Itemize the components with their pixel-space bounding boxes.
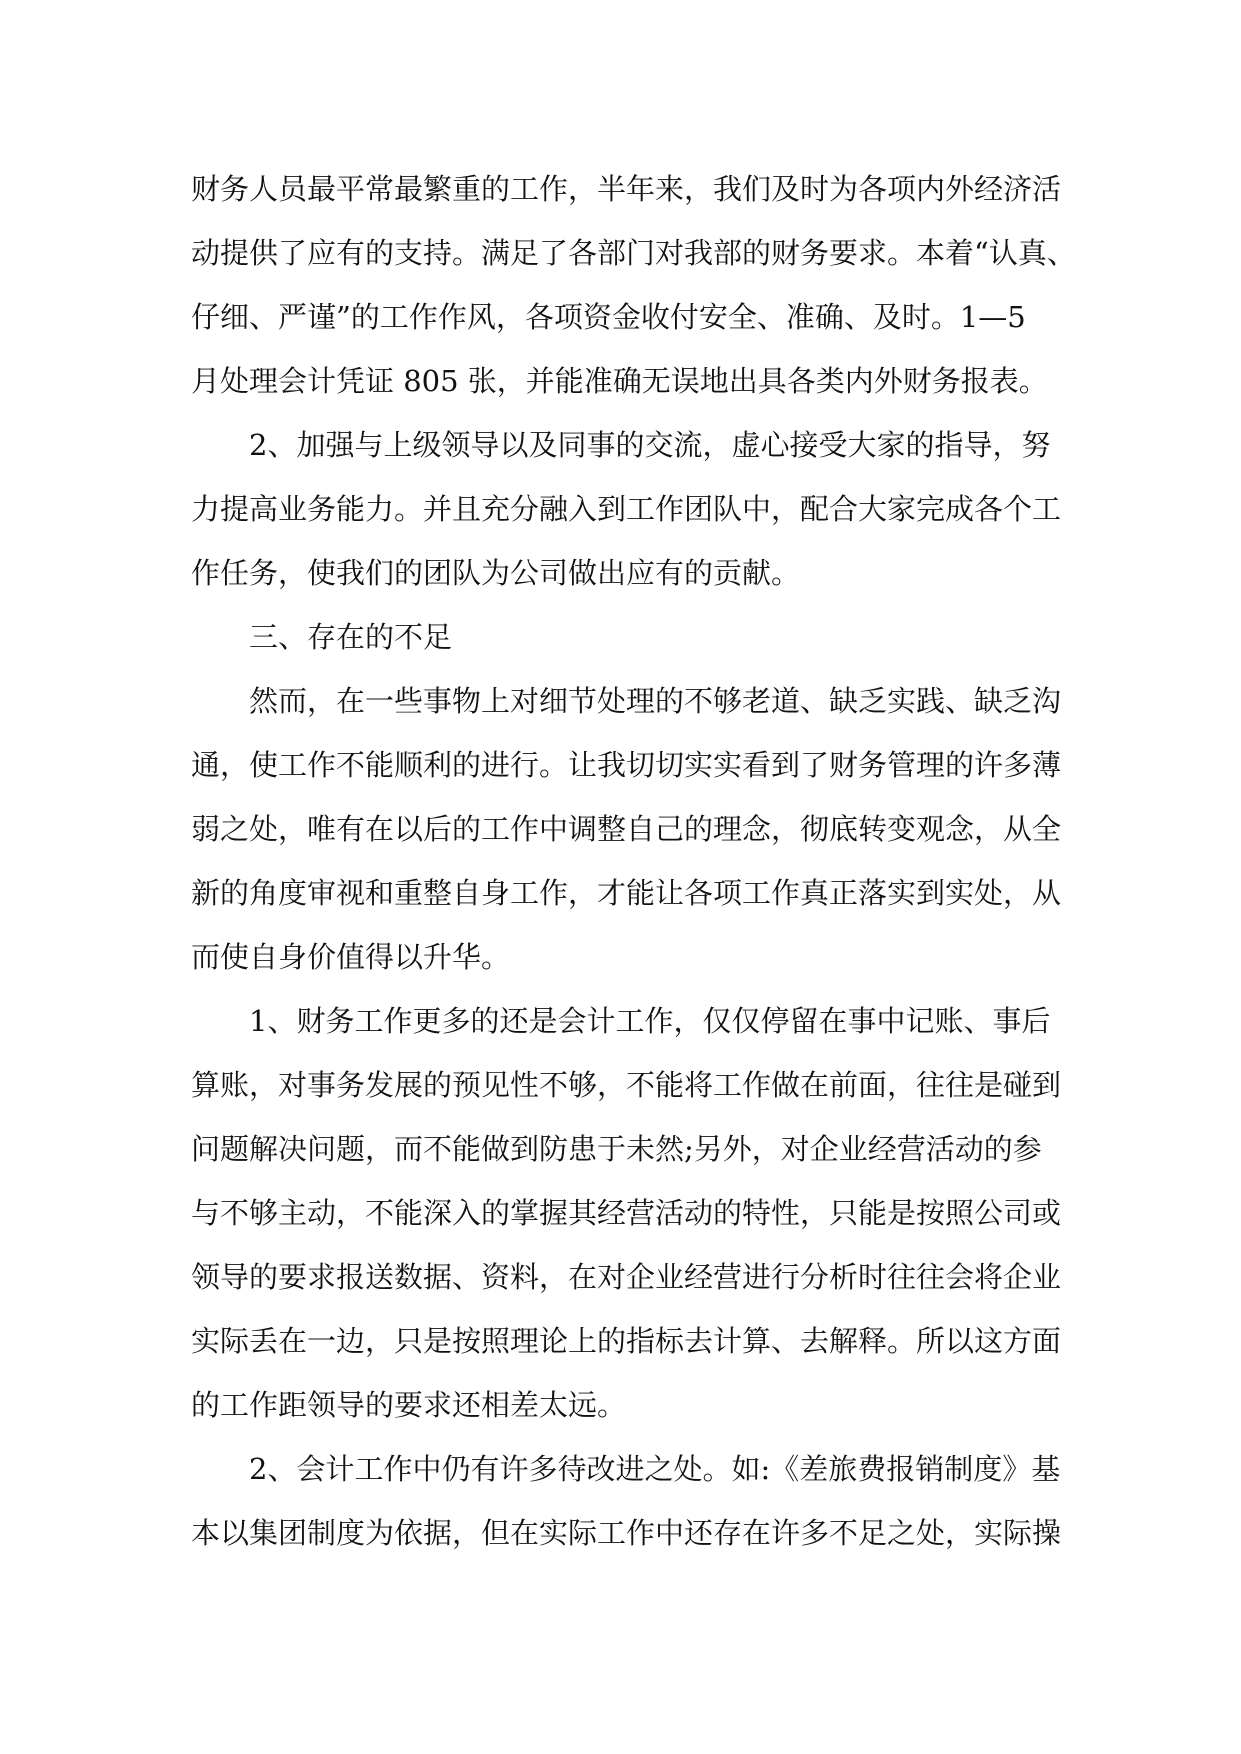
paragraph-shortcomings-intro	[191, 669, 1071, 989]
text-line: 作任务，使我们的团队为公司做出应有的贡献。	[191, 556, 801, 590]
text-line: 动提供了应有的支持。满足了各部门对我部的财务要求。本着“认真、	[191, 236, 1076, 270]
text-line: 与不够主动，不能深入的掌握其经营活动的特性，只能是按照公司或	[191, 1196, 1062, 1230]
text-line: 月处理会计凭证 805 张，并能准确无误地出具各类内外财务报表。	[191, 364, 1048, 398]
text-line: 领导的要求报送数据、资料，在对企业经营进行分析时往往会将企业	[191, 1260, 1062, 1294]
text-line: 算账，对事务发展的预见性不够，不能将工作做在前面，往往是碰到	[191, 1068, 1062, 1102]
paragraph-communication	[191, 413, 1071, 605]
text-line: 弱之处，唯有在以后的工作中调整自己的理念，彻底转变观念，从全	[191, 812, 1062, 846]
text-line: 2、会计工作中仍有许多待改进之处。如:《差旅费报销制度》基	[249, 1452, 1061, 1486]
paragraph-financial-work	[191, 157, 1076, 413]
text-line: 问题解决问题，而不能做到防患于未然;另外，对企业经营活动的参	[191, 1132, 1042, 1166]
text-line: 2、加强与上级领导以及同事的交流，虚心接受大家的指导，努	[249, 428, 1051, 462]
text-line: 而使自身价值得以升华。	[191, 940, 511, 974]
text-line: 新的角度审视和重整自身工作，才能让各项工作真正落实到实处，从	[191, 876, 1062, 910]
text-line: 实际丢在一边，只是按照理论上的指标去计算、去解释。所以这方面	[191, 1324, 1062, 1358]
paragraph-accounting-work	[191, 989, 1071, 1437]
paragraph-improvements	[191, 1437, 1071, 1565]
text-line: 财务人员最平常最繁重的工作，半年来，我们及时为各项内外经济活	[191, 172, 1062, 206]
text-line: 然而，在一些事物上对细节处理的不够老道、缺乏实践、缺乏沟	[249, 684, 1062, 718]
text-line: 本以集团制度为依据，但在实际工作中还存在许多不足之处，实际操	[191, 1516, 1062, 1550]
section-heading: 三、存在的不足	[249, 620, 453, 654]
document-body	[191, 157, 1076, 1565]
text-line: 1、财务工作更多的还是会计工作，仅仅停留在事中记账、事后	[249, 1004, 1051, 1038]
text-line: 仔细、严谨”的工作作风，各项资金收付安全、准确、及时。1—5	[191, 300, 1026, 334]
text-line: 通，使工作不能顺利的进行。让我切切实实看到了财务管理的许多薄	[191, 748, 1062, 782]
section-heading-shortcomings	[191, 605, 1071, 669]
text-line: 力提高业务能力。并且充分融入到工作团队中，配合大家完成各个工	[191, 492, 1062, 526]
text-line: 的工作距领导的要求还相差太远。	[191, 1388, 627, 1422]
